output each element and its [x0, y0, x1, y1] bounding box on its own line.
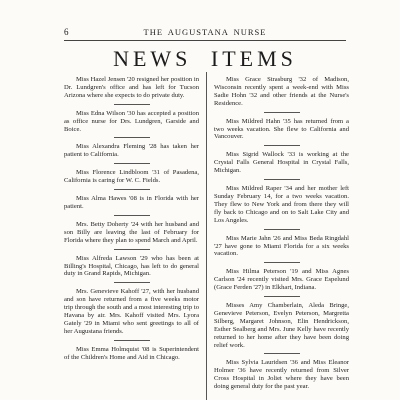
news-item: Miss Florence Lindbloom '31 of Pasadena, California is caring for W. C. Fields. [64, 169, 199, 185]
right-column [214, 76, 349, 391]
news-item: Mrs. Betty Doherty '24 with her husband and son Billy are leaving the last of February for Florida where they plan to spend March and April. [64, 220, 199, 244]
news-item: Miss Mildred Hahn '35 has returned from a two weeks vacation. She flew to California and Vancouver. [214, 117, 349, 141]
news-item: Miss Hilma Peterson '19 and Miss Agnes Carlson '24 recently visited Mrs. Grace Espelund (Grace Ferden '27) in Elkhart, Indiana. [214, 268, 349, 292]
news-item: Miss Sylvia Lauridsen '36 and Miss Eleanor Holmer '36 have recently returned from Silver Cross Hospital in Joliet where they have been doing general duty for the past year. [214, 359, 349, 391]
news-item: Miss Sigrid Wallock '33 is working at the Crystal Falls General Hospital in Crystal Falls, Michigan. [214, 151, 349, 175]
news-item: Miss Grace Strasburg '32 of Madison, Wisconsin recently spent a week-end with Miss Sadie Hohn '32 and other friends at the Nurse's Residence. [214, 76, 349, 107]
news-item: Miss Hazel Jensen '20 resigned her position in Dr. Lundgren's office and has left for Tucson Arizona where she expects to do private duty. [64, 76, 199, 99]
item-divider [264, 296, 300, 297]
section-title: NEWS ITEMS [113, 46, 297, 71]
item-divider [264, 145, 300, 146]
item-divider [114, 282, 150, 283]
column-rule [206, 72, 207, 400]
news-item: Miss Edna Wilson '30 has accepted a position as office nurse for Drs. Lundgren, Garside and Boice. [64, 109, 199, 133]
left-column [64, 76, 199, 362]
news-item: Miss Mildred Raper '34 and her mother left Sunday February 14, for a two weeks vacation. They flew to New York and from there they will fly back to Chicago and on to Salt Lake City and Los Angeles. [214, 185, 349, 224]
item-divider [264, 262, 300, 263]
item-divider [114, 249, 150, 250]
item-divider [264, 353, 300, 354]
news-item: Miss Alma Hawes '08 is in Florida with her patient. [64, 195, 199, 210]
journal-title: THE AUGUSTANA NURSE [143, 27, 267, 37]
item-divider [114, 104, 150, 105]
news-item: Miss Marie Jahn '26 and Miss Beda Ringdahl '27 have gone to Miami Florida for a six weeks vacation. [214, 234, 349, 258]
item-divider [114, 137, 150, 138]
news-item: Mrs. Genevieve Kahoff '27, with her husband and son have returned from a five weeks motor trip through the south and a most interesting trip to Havana by air. Mrs. Kahoff visited Mrs. Lyora Gately '29 in Miami who sent greetings to all of her Augustana friends. [64, 288, 199, 335]
item-divider [114, 215, 150, 216]
running-head [64, 27, 346, 41]
item-divider [114, 189, 150, 190]
item-divider [264, 229, 300, 230]
item-divider [114, 340, 150, 341]
item-divider [264, 179, 300, 180]
news-item: Miss Alexandra Fleming '28 has taken her patient to California. [64, 143, 199, 159]
news-item: Miss Alfreda Lawson '29 who has been at Billing's Hospital, Chicago, has left to do general duty in Grand Rapids, Michigan. [64, 254, 199, 278]
page-number: 6 [64, 27, 69, 37]
item-divider [264, 112, 300, 113]
news-item: Miss Emma Holmquist '08 is Superintendent of the Children's Home and Aid in Chicago. [64, 345, 199, 361]
header-rule [64, 40, 346, 41]
news-item: Misses Amy Chamberlain, Aleda Bringe, Genevieve Peterson, Evelyn Peterson, Margretta Silberg, Margaret Johnson, Elin Hendrickson, Esther Sealberg and Mrs. June Kelly have recently returned to her home after they have been doing relief work. [214, 302, 349, 349]
item-divider [114, 163, 150, 164]
